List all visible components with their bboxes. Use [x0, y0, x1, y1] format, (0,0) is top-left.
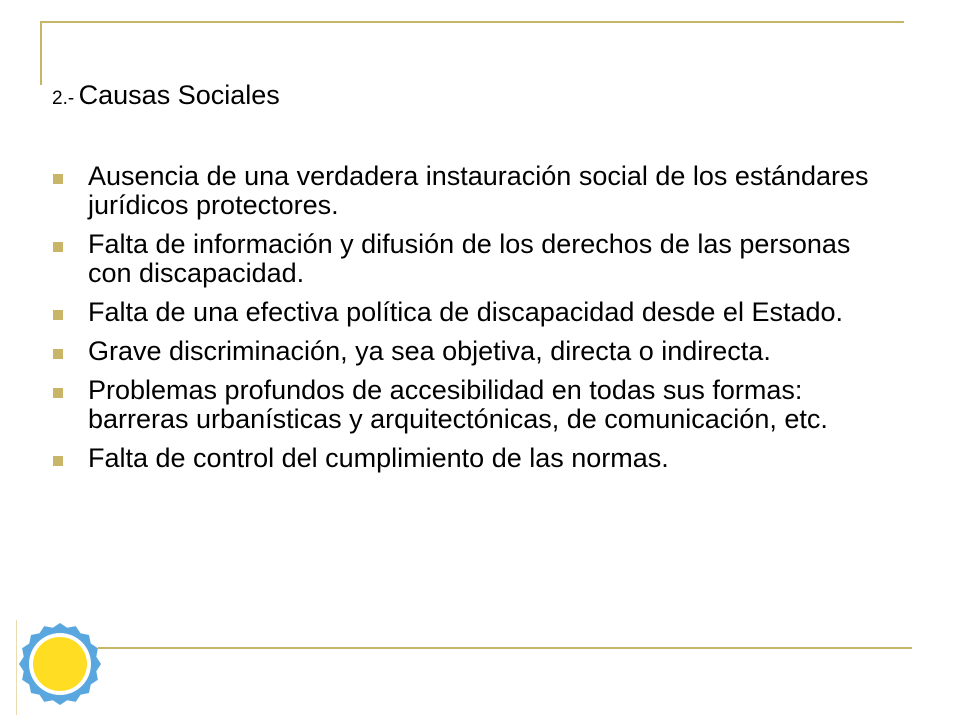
- bullet-list: [52, 162, 882, 483]
- bullet-text: Falta de control del cumplimiento de las normas.: [88, 443, 669, 473]
- square-bullet-icon: [53, 388, 63, 398]
- bullet-item: [52, 444, 882, 473]
- slide-title-text: Causas Sociales: [78, 80, 280, 110]
- slide-title: [52, 80, 280, 111]
- sun-core: [33, 637, 87, 691]
- slide-title-number: 2.-: [52, 88, 75, 109]
- bullet-item: [52, 376, 882, 434]
- bullet-text: Problemas profundos de accesibilidad en todas sus formas: barreras urbanísticas y arquitectónicas, de comunicación, etc.: [88, 375, 828, 434]
- bullet-text: Falta de información y difusión de los derechos de las personas con discapacidad.: [88, 229, 851, 288]
- bullet-item: [52, 162, 882, 220]
- square-bullet-icon: [53, 456, 63, 466]
- square-bullet-icon: [53, 349, 63, 359]
- bullet-item: [52, 298, 882, 327]
- bullet-text: Falta de una efectiva política de discapacidad desde el Estado.: [88, 297, 843, 327]
- square-bullet-icon: [53, 310, 63, 320]
- bullet-item: [52, 230, 882, 288]
- square-bullet-icon: [53, 242, 63, 252]
- frame-left-lower-line: [16, 620, 17, 715]
- square-bullet-icon: [53, 174, 63, 184]
- bullet-item: [52, 337, 882, 366]
- frame-left-line: [40, 21, 42, 85]
- frame-top-line: [40, 21, 904, 23]
- bullet-text: Ausencia de una verdadera instauración social de los estándares jurídicos protectores.: [88, 161, 869, 220]
- bullet-text: Grave discriminación, ya sea objetiva, directa o indirecta.: [88, 336, 771, 366]
- sun-icon: [18, 622, 102, 706]
- frame-bottom-line: [98, 647, 912, 649]
